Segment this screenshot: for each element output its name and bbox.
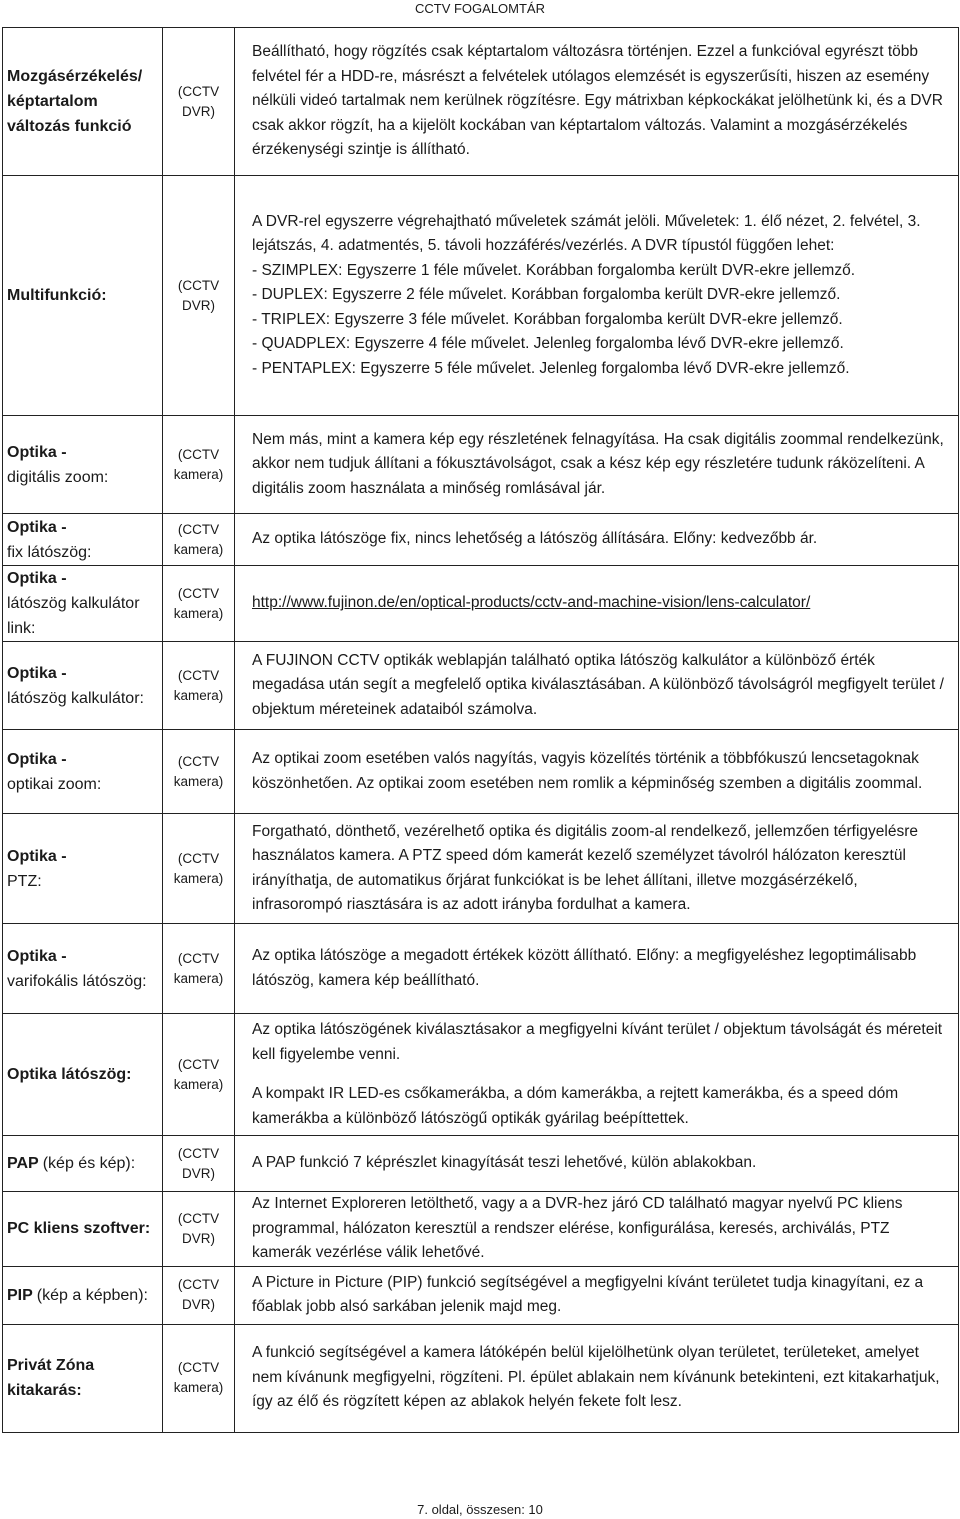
table-row [3, 416, 959, 514]
definition-paragraph: Beállítható, hogy rögzítés csak képtartalom változásra történjen. Ezzel a funkcióval egyrészt több felvétel fér a HDD-re, másrészt a felvételek utólagos elemzését is egyszerűsíti, hiszen az esemény nélküli videó tartalmak nem kerülnek rögzítésre. Egy mátrixban képkockákat jelölhetünk ki, és a DVR csak akkor rögzít, ha a kijelölt kockában van képtartalom változás. Valamint a mozgásérzékelés érzékenységi szintje is állítható. [252, 43, 943, 159]
term-sublabel: (kép a képben): [36, 1286, 148, 1304]
term-cell [3, 514, 163, 566]
definition-paragraph: A DVR-rel egyszerre végrehajtható műveletek számát jelöli. Műveletek: 1. élő nézet, 2. felvétel, 3. lejátszás, 4. adatmentés, 5. távoli hozzáférés/vezérlés. A DVR típustól függően lehet: [252, 212, 921, 255]
table-row [3, 1324, 959, 1432]
category-cell [163, 1266, 235, 1324]
term-sublabel: fix látószög: [7, 543, 92, 561]
definition-cell [235, 176, 959, 416]
term-cell [3, 814, 163, 924]
term-label: PAP [7, 1155, 39, 1172]
lens-calculator-link[interactable]: http://www.fujinon.de/en/optical-products/cctv-and-machine-vision/lens-calculator/ [252, 594, 811, 612]
category-label: (CCTV kamera) [173, 950, 224, 986]
table-row [3, 730, 959, 814]
category-cell [163, 176, 235, 416]
definition-paragraph: A funkció segítségével a kamera látóképén belül kijelölhetünk olyan területet, területeket, amelyet nem kívánunk megfigyelni, rögzíteni. Pl. épület ablakain nem kívánunk betekinteni, ezt kitakarhatjuk, így az élő és rögzített képen az ablakok helyén fekete folt lesz. [252, 1344, 940, 1411]
term-cell [3, 1136, 163, 1192]
term-cell [3, 1324, 163, 1432]
term-label: Optika - [7, 664, 67, 682]
definition-paragraph: A kompakt IR LED-es csőkamerákba, a dóm kamerákba, a rejtett kamerákba, és a speed dóm kamerákba a különböző látószögű optikák gyárilag beépíttettek. [252, 1085, 899, 1127]
term-sublabel: látószög kalkulátor: [7, 689, 144, 707]
category-cell [163, 730, 235, 814]
definition-paragraph: A PAP funkció 7 képrészlet kinagyítását teszi lehetővé, külön ablakokban. [252, 1154, 757, 1172]
table-row [3, 1136, 959, 1192]
table-row [3, 642, 959, 730]
category-cell [163, 1136, 235, 1192]
category-cell [163, 1192, 235, 1267]
definition-cell [235, 814, 959, 924]
term-sublabel: varifokális látószög: [7, 972, 147, 990]
category-label: (CCTV kamera) [173, 753, 224, 789]
definition-cell [235, 28, 959, 176]
term-sublabel: (kép és kép): [42, 1155, 136, 1172]
term-label: Optika - [7, 847, 67, 865]
definition-cell [235, 566, 959, 642]
category-cell [163, 642, 235, 730]
definition-paragraph: Forgatható, dönthető, vezérelhető optika és digitális zoom-al rendelkező, jellemzően térfigyelésre használatos kamera. A PTZ speed dóm kamerát kezelő személyzet távolról hálózaton keresztül irányíthatja, de automatikus őrjárat funkciókat is be lehet állítani, illetve mozgásérzékelő, infrasorompó riasztására is az adott irányba fordulhat a kamera. [252, 822, 919, 913]
table-row [3, 814, 959, 924]
category-label: (CCTV kamera) [173, 1056, 224, 1092]
definition-paragraph: Az optika látószöge a megadott értékek között állítható. Előny: a megfigyeléshez legoptimálisabb látószög, kamera kép beállítható. [252, 947, 917, 989]
definition-cell [235, 1136, 959, 1192]
category-cell [163, 416, 235, 514]
table-row [3, 1192, 959, 1267]
definition-paragraph: Nem más, mint a kamera kép egy részletének felnagyítása. Ha csak digitális zoommal rendelkezünk, akkor nem tudjuk állítani a fókusztávolságot, csak a kész kép egy részletére tudunk ráközelíteni. A digitális zoom használata a minőség romlásával jár. [252, 430, 944, 497]
glossary-table [2, 27, 959, 1433]
table-row [3, 176, 959, 416]
category-cell [163, 514, 235, 566]
definition-cell [235, 924, 959, 1014]
category-cell [163, 28, 235, 176]
term-label: Mozgásérzékelés/ képtartalom változás funkció [7, 68, 143, 135]
category-cell [163, 924, 235, 1014]
page-footer: 7. oldal, összesen: 10 [417, 1502, 543, 1517]
definition-paragraph: - TRIPLEX: Egyszerre 3 féle művelet. Korábban forgalomba került DVR-ekre jellemző. [252, 310, 843, 328]
definition-cell [235, 1014, 959, 1136]
term-label: PIP [7, 1286, 33, 1304]
definition-cell [235, 1324, 959, 1432]
definition-paragraph: - SZIMPLEX: Egyszerre 1 féle művelet. Korábban forgalomba került DVR-ekre jellemző. [252, 261, 856, 279]
category-cell [163, 1324, 235, 1432]
term-label: Optika - [7, 750, 67, 768]
term-label: Optika - [7, 518, 67, 536]
table-row [3, 1014, 959, 1136]
category-cell [163, 1014, 235, 1136]
category-cell [163, 566, 235, 642]
definition-cell [235, 514, 959, 566]
term-cell [3, 1192, 163, 1267]
definition-paragraph: Az optika látószögének kiválasztásakor a megfigyelni kívánt terület / objektum távolságát és méreteit kell figyelembe venni. [252, 1021, 943, 1063]
definition-paragraph: - DUPLEX: Egyszerre 2 féle művelet. Korábban forgalomba került DVR-ekre jellemző. [252, 286, 841, 304]
category-label: (CCTV DVR) [177, 1277, 220, 1312]
definition-cell [235, 642, 959, 730]
table-row [3, 924, 959, 1014]
category-cell [163, 814, 235, 924]
category-label: (CCTV DVR) [177, 1210, 220, 1246]
definition-cell [235, 1192, 959, 1267]
table-row [3, 514, 959, 566]
term-label: PC kliens szoftver: [7, 1220, 151, 1238]
category-label: (CCTV kamera) [173, 446, 224, 482]
term-sublabel: digitális zoom: [7, 468, 109, 486]
definition-paragraph: Az optikai zoom esetében valós nagyítás, vagyis közelítés történik a többfókuszú lencsetagoknak köszönhetően. Az optikai zoom esetében nem romlik a képminőség szemben a digitális zoommal. [252, 750, 923, 792]
definition-cell [235, 1266, 959, 1324]
category-label: (CCTV kamera) [173, 1360, 224, 1395]
definition-paragraph: Az Internet Exploreren letölthető, vagy a a DVR-hez járó CD található magyar nyelvű PC kliens programmal, hálózaton keresztül a rendszer elérése, konfigurálása, keresés, archiválás, PTZ kamerák vezérlése válik lehetővé. [252, 1195, 903, 1261]
term-label: Multifunkció: [7, 287, 107, 304]
page-header: CCTV FOGALOMTÁR [414, 1, 545, 16]
term-label: Optika látószög: [7, 1066, 132, 1083]
term-label: Privát Zóna kitakarás: [7, 1357, 95, 1399]
category-label: (CCTV kamera) [173, 850, 224, 886]
definition-paragraph: Az optika látószöge fix, nincs lehetőség a látószög állítására. Előny: kedvezőbb ár. [252, 530, 818, 548]
definition-cell [235, 730, 959, 814]
term-cell [3, 28, 163, 176]
table-row [3, 28, 959, 176]
table-row [3, 1266, 959, 1324]
category-label: (CCTV kamera) [173, 667, 224, 703]
definition-cell [235, 416, 959, 514]
definition-paragraph: - QUADPLEX: Egyszerre 4 féle művelet. Jelenleg forgalomba lévő DVR-ekre jellemző. [252, 335, 844, 353]
term-label: Optika - [7, 570, 67, 587]
definition-paragraph: A FUJINON CCTV optikák weblapján található optika látószög kalkulátor a különböző érték megadása után segít a megfelelő optika kiválasztásában. A különböző távolságról megfigyelt terület / objektum méreteinek adataiból számolva. [252, 651, 944, 718]
term-label: Optika - [7, 443, 67, 461]
term-sublabel: PTZ: [7, 872, 42, 890]
term-cell [3, 1014, 163, 1136]
table-row [3, 566, 959, 642]
term-sublabel: látószög kalkulátor link: [7, 595, 140, 637]
category-label: (CCTV DVR) [177, 277, 220, 313]
term-cell [3, 730, 163, 814]
term-cell [3, 566, 163, 642]
category-label: (CCTV DVR) [177, 83, 220, 119]
term-cell [3, 176, 163, 416]
term-cell [3, 1266, 163, 1324]
term-cell [3, 642, 163, 730]
category-label: (CCTV kamera) [173, 521, 224, 557]
definition-paragraph: A Picture in Picture (PIP) funkció segítségével a megfigyelni kívánt területet tudja kinagyítani, ez a főablak jobb alsó sarkában jelenik majd meg. [252, 1273, 924, 1315]
term-label: Optika - [7, 947, 67, 965]
definition-paragraph: - PENTAPLEX: Egyszerre 5 féle művelet. Jelenleg forgalomba lévő DVR-ekre jellemző. [252, 359, 850, 377]
term-cell [3, 924, 163, 1014]
category-label: (CCTV DVR) [177, 1145, 220, 1181]
category-label: (CCTV kamera) [173, 585, 224, 621]
term-cell [3, 416, 163, 514]
term-sublabel: optikai zoom: [7, 775, 102, 793]
